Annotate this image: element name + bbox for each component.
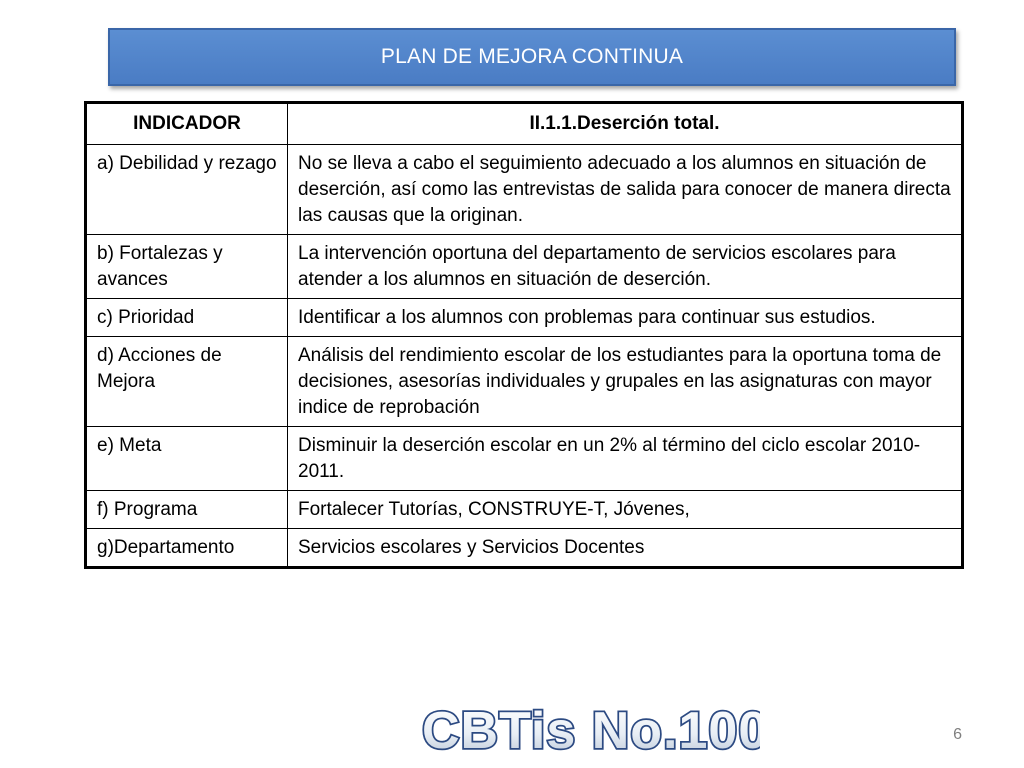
row-label: d) Acciones de Mejora: [86, 337, 288, 427]
plan-table: [84, 101, 964, 569]
row-value: La intervención oportuna del departamento de servicios escolares para atender a los alumnos en situación de deserción.: [288, 235, 963, 299]
row-label: e) Meta: [86, 427, 288, 491]
page-number: 6: [953, 726, 962, 743]
table-row: [86, 491, 963, 529]
table-row: [86, 337, 963, 427]
slide-title-bar: [108, 28, 956, 86]
row-label: c) Prioridad: [86, 299, 288, 337]
header-label-cell: INDICADOR: [86, 103, 288, 145]
row-value: Disminuir la deserción escolar en un 2% al término del ciclo escolar 2010-2011.: [288, 427, 963, 491]
table-row: [86, 299, 963, 337]
row-label: b) Fortalezas y avances: [86, 235, 288, 299]
row-label: g)Departamento: [86, 529, 288, 568]
table-header-row: [86, 103, 963, 145]
school-logo: [420, 698, 760, 765]
logo-text: CBTis No.100: [422, 702, 760, 760]
row-label: a) Debilidad y rezago: [86, 145, 288, 235]
row-label: f) Programa: [86, 491, 288, 529]
header-value-cell: II.1.1.Deserción total.: [288, 103, 963, 145]
table-row: [86, 427, 963, 491]
slide-title: PLAN DE MEJORA CONTINUA: [380, 45, 684, 68]
row-value: No se lleva a cabo el seguimiento adecuado a los alumnos en situación de deserción, así como las entrevistas de salida para conocer de manera directa las causas que la originan.: [288, 145, 963, 235]
row-value: Servicios escolares y Servicios Docentes: [288, 529, 963, 568]
table-row: [86, 145, 963, 235]
table-row: [86, 235, 963, 299]
row-value: Análisis del rendimiento escolar de los estudiantes para la oportuna toma de decisiones, asesorías individuales y grupales en las asignaturas con mayor indice de reprobación: [288, 337, 963, 427]
row-value: Fortalecer Tutorías, CONSTRUYE-T, Jóvenes,: [288, 491, 963, 529]
table-row: [86, 529, 963, 568]
row-value: Identificar a los alumnos con problemas para continuar sus estudios.: [288, 299, 963, 337]
